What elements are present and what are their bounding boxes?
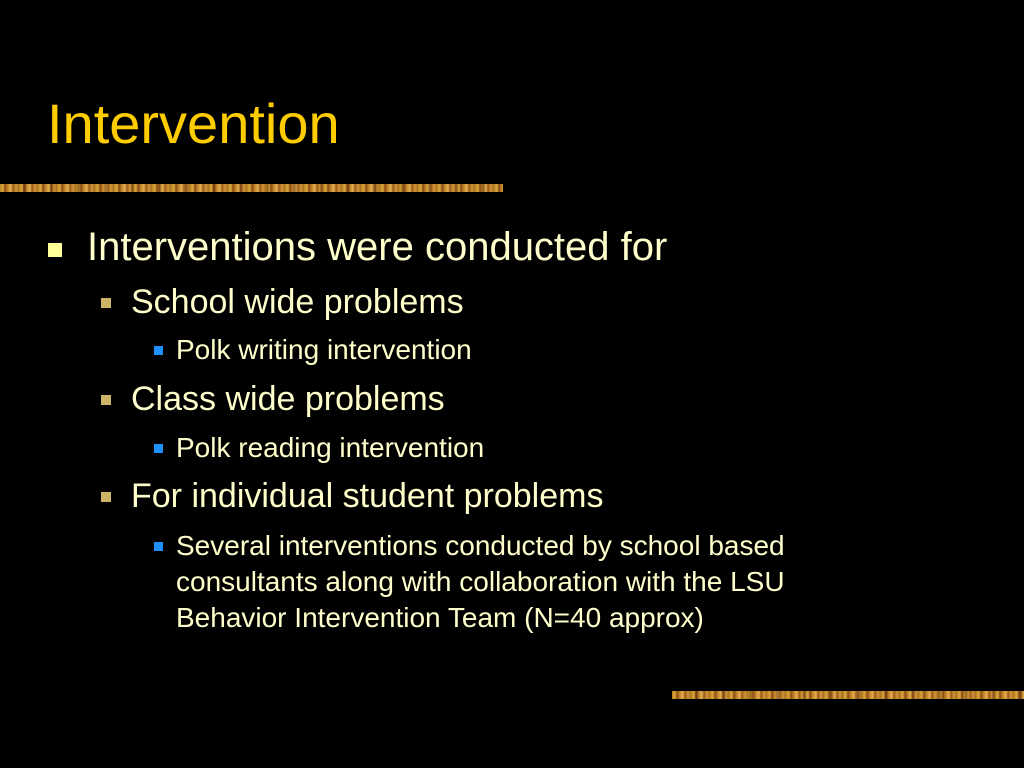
slide-title: Intervention <box>47 92 340 155</box>
bullet-text: For individual student problems <box>131 477 604 515</box>
bullet-text-line: consultants along with collaboration with the LSU <box>176 566 785 597</box>
bullet-item-level3 <box>176 528 956 636</box>
bullet-item-level3 <box>176 430 484 466</box>
square-bullet-icon <box>101 492 111 502</box>
bullet-item-level1 <box>87 222 667 272</box>
footer-divider-rule <box>672 691 1024 699</box>
bullet-text: School wide problems <box>131 283 464 321</box>
square-bullet-icon <box>48 243 62 257</box>
bullet-text-line: Several interventions conducted by school based <box>176 530 785 561</box>
title-divider-rule <box>0 184 503 192</box>
bullet-text: Class wide problems <box>131 380 445 418</box>
square-bullet-icon <box>154 444 163 453</box>
bullet-text-line: Behavior Intervention Team (N=40 approx) <box>176 602 704 633</box>
square-bullet-icon <box>101 298 111 308</box>
bullet-item-level3 <box>176 332 472 368</box>
square-bullet-icon <box>154 346 163 355</box>
bullet-text: Polk reading intervention <box>176 432 485 463</box>
bullet-item-level2 <box>131 475 603 517</box>
square-bullet-icon <box>101 395 111 405</box>
bullet-text: Interventions were conducted for <box>87 225 668 269</box>
bullet-text: Polk writing intervention <box>176 334 472 365</box>
bullet-item-level2 <box>131 281 464 323</box>
square-bullet-icon <box>154 542 163 551</box>
bullet-item-level2 <box>131 378 445 420</box>
